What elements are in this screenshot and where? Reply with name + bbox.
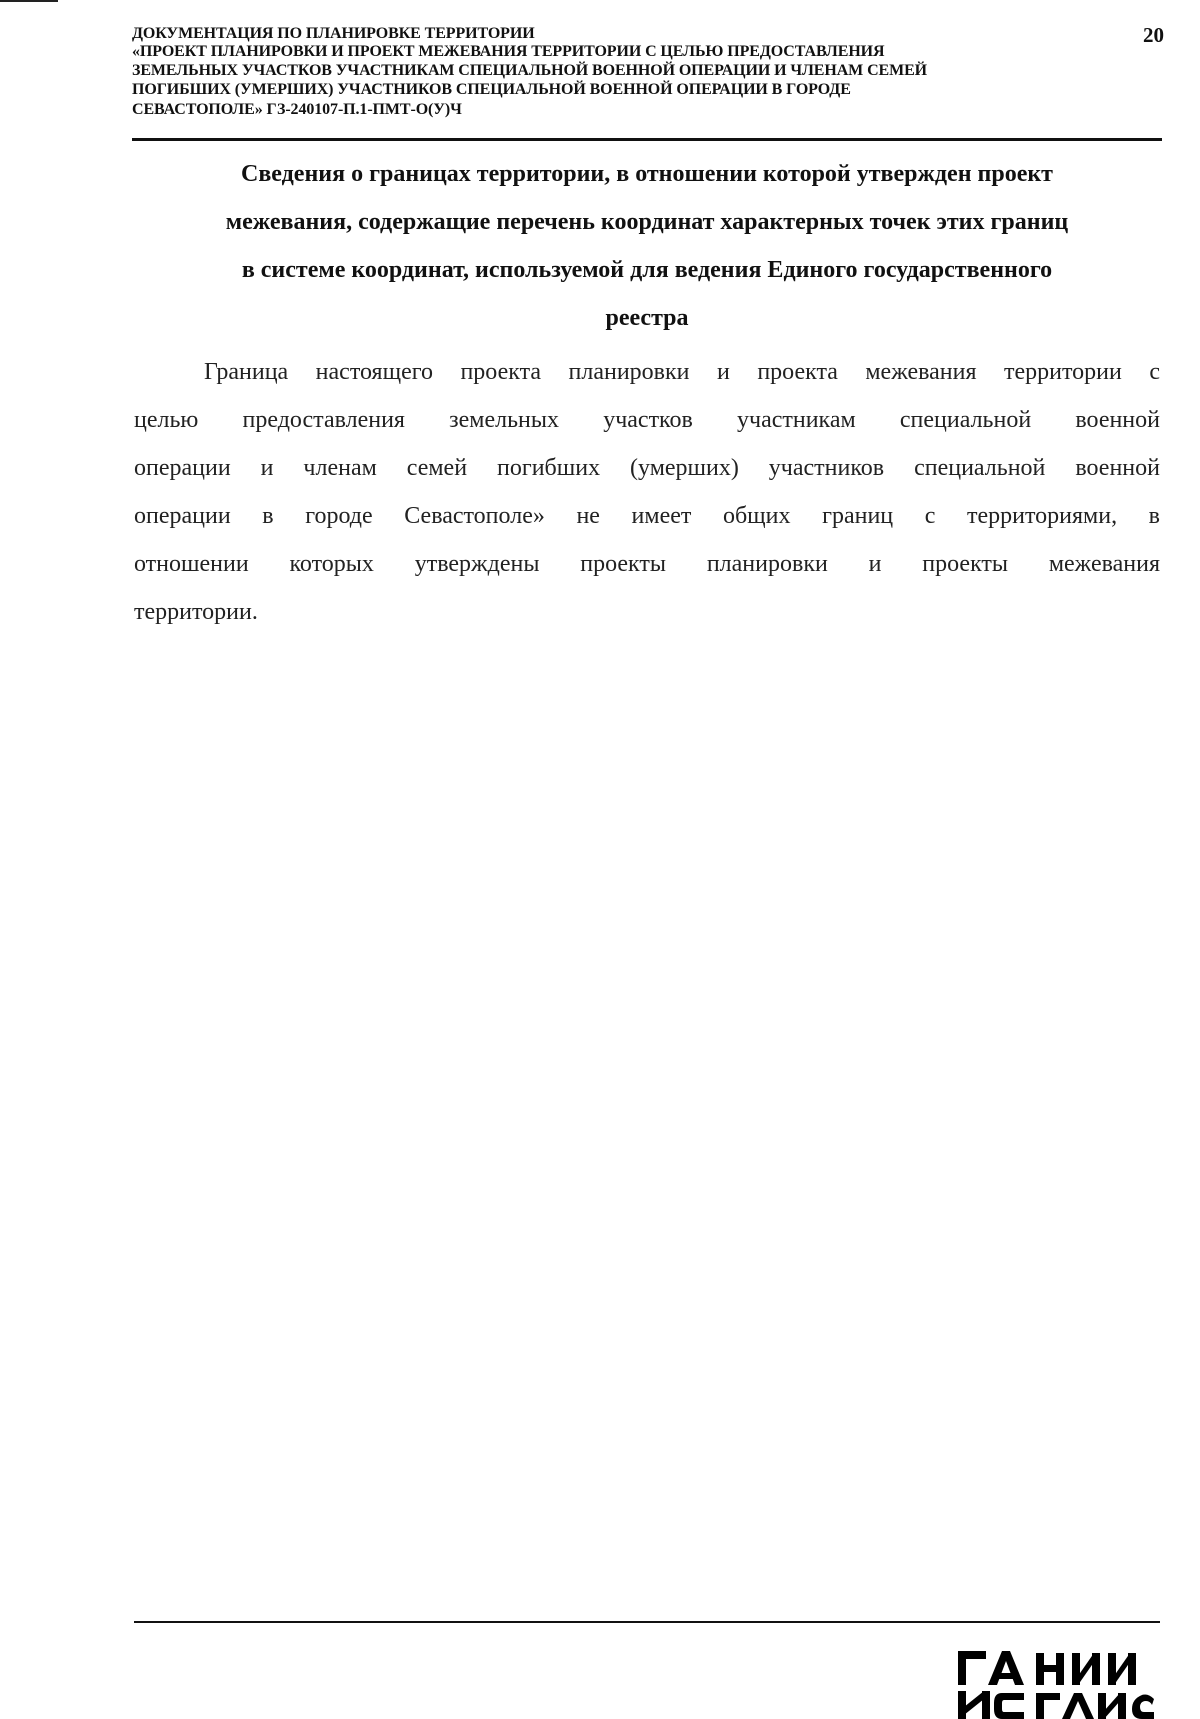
header-line-4: ПОГИБШИХ (УМЕРШИХ) УЧАСТНИКОВ СПЕЦИАЛЬНОЙ ВОЕННОЙ ОПЕРАЦИИ В ГОРОДЕ [132,81,851,98]
body-line-4: операции в городе Севастополе» не имеет общих границ с территориями, в [134,503,1160,529]
section-title [132,150,1162,342]
section-title-line-4: реестра [605,305,689,331]
page-number: 20 [1143,23,1164,47]
section-title-line-3: в системе координат, используемой для ведения Единого государственного [241,257,1053,283]
body-line-3: операции и членам семей погибших (умерших) участников специальной военной [134,455,1160,481]
footer-divider [134,1621,1160,1623]
body-line-5: отношении которых утверждены проекты планировки и проекты межевания [134,551,1160,577]
body-line-1: Граница настоящего проекта планировки и проекта межевания территории с [204,359,1160,385]
header-divider [132,138,1162,141]
document-header [132,24,1162,137]
header-line-3: ЗЕМЕЛЬНЫХ УЧАСТКОВ УЧАСТНИКАМ СПЕЦИАЛЬНОЙ ВОЕННОЙ ОПЕРАЦИИ И ЧЛЕНАМ СЕМЕЙ [132,62,928,79]
section-title-line-2: межевания, содержащие перечень координат характерных точек этих границ [225,209,1069,235]
body-line-6: территории. [134,599,258,625]
header-line-5: СЕВАСТОПОЛЕ» ГЗ-240107-П.1-ПМТ-О(У)Ч [132,101,462,118]
header-line-1: ДОКУМЕНТАЦИЯ ПО ПЛАНИРОВКЕ ТЕРРИТОРИИ [132,25,535,42]
header-line-2: «ПРОЕКТ ПЛАНИРОВКИ И ПРОЕКТ МЕЖЕВАНИЯ ТЕРРИТОРИИ С ЦЕЛЬЮ ПРЕДОСТАВЛЕНИЯ [132,43,885,60]
section-title-line-1: Сведения о границах территории, в отношении которой утвержден проект [241,161,1053,187]
body-paragraph [134,348,1160,636]
body-line-2: целью предоставления земельных участков участникам специальной военной [134,407,1160,433]
gaiis-logo-icon [958,1649,1158,1719]
scan-edge-mark [0,0,58,2]
